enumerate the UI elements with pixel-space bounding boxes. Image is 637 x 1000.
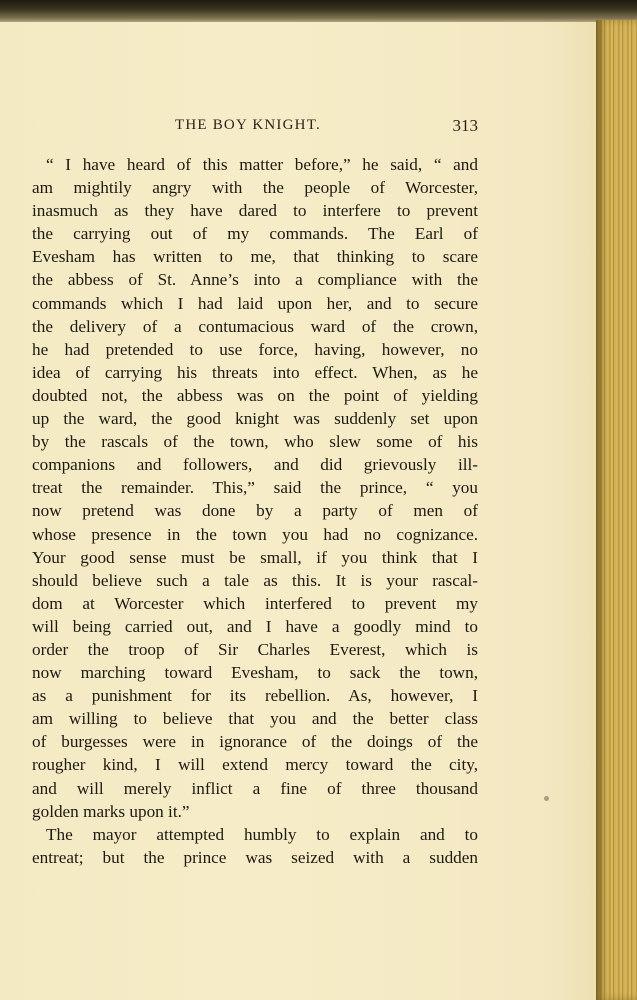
text-line: “ I have heard of this matter before,” he said, “ and	[46, 155, 478, 174]
text-line: am willing to believe that you and the better class	[32, 709, 478, 729]
text-line: dom at Worcester which interfered to prevent my	[32, 593, 478, 613]
text-line: inasmuch as they have dared to interfere to prevent	[32, 201, 478, 221]
text-line: commands which I had laid upon her, and to secure	[32, 293, 478, 313]
text-line: should believe such a tale as this. It is your rascal-	[32, 570, 478, 590]
page-edge-shadow	[596, 20, 604, 1000]
text-line: Your good sense must be small, if you think that I	[32, 547, 478, 567]
text-line: of burgesses were in ignorance of the doings of the	[32, 732, 478, 752]
text-line: up the ward, the good knight was suddenly set upon	[32, 409, 478, 429]
text-line: idea of carrying his threats into effect. When, as he	[32, 362, 478, 382]
text-line: he had pretended to use force, having, however, no	[32, 339, 478, 359]
text-line: the delivery of a contumacious ward of the crown,	[32, 316, 478, 336]
text-line: by the rascals of the town, who slew some of his	[32, 432, 478, 452]
text-line: rougher kind, I will extend mercy toward the city,	[32, 755, 478, 775]
text-line: doubted not, the abbess was on the point of yielding	[32, 385, 478, 405]
text-line: will being carried out, and I have a goodly mind to	[32, 616, 478, 636]
text-line: Evesham has written to me, that thinking to scare	[32, 247, 478, 267]
text-line: am mightily angry with the people of Worcester,	[32, 178, 478, 198]
text-line: The mayor attempted humbly to explain and to	[46, 824, 478, 844]
text-line: now marching toward Evesham, to sack the town,	[32, 663, 478, 683]
text-line: and will merely inflict a fine of three thousand	[32, 778, 478, 798]
paper-blemish	[544, 796, 549, 801]
text-line: the abbess of St. Anne’s into a compliance with the	[32, 270, 478, 290]
text-line: whose presence in the town you had no cognizance.	[32, 524, 478, 544]
running-title: THE BOY KNIGHT.	[175, 117, 321, 133]
text-line: treat the remainder. This,” said the prince, “ you	[32, 478, 478, 498]
page-header	[32, 117, 482, 139]
text-line: order the troop of Sir Charles Everest, which is	[32, 639, 478, 659]
body-text	[32, 153, 478, 869]
page-number: 313	[452, 116, 478, 135]
text-line: the carrying out of my commands. The Earl of	[32, 224, 478, 244]
text-line: as a punishment for its rebellion. As, however, I	[32, 686, 478, 706]
text-line: companions and followers, and did grievously ill-	[32, 455, 478, 475]
text-line: entreat; but the prince was seized with a sudden	[32, 847, 478, 867]
text-line: now pretend was done by a party of men of	[32, 501, 478, 521]
text-line: golden marks upon it.”	[32, 801, 190, 821]
